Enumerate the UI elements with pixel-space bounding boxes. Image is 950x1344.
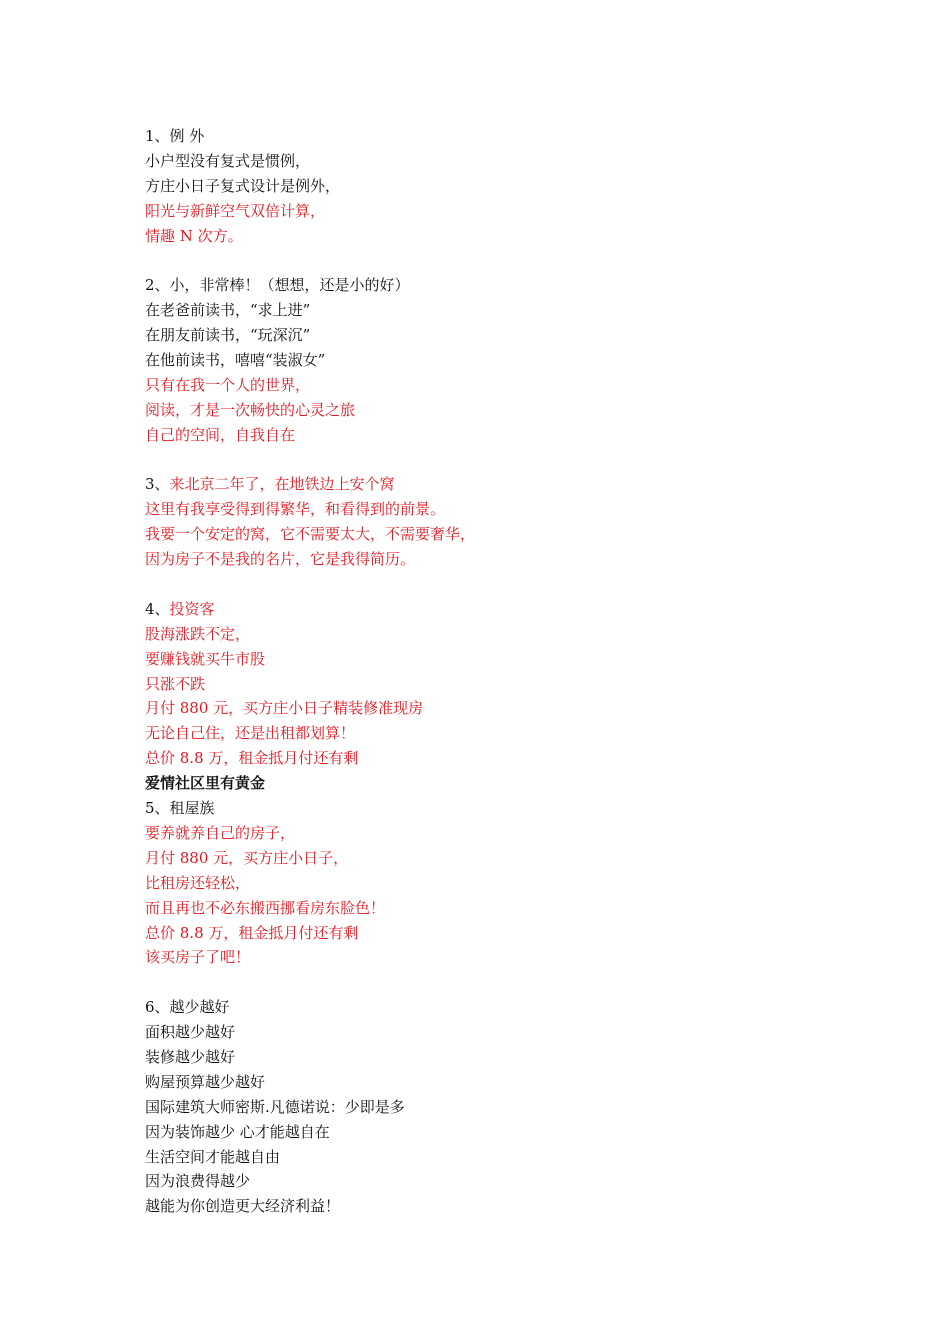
section-5-heading: 5、租屋族 (145, 799, 215, 818)
section-2 (145, 273, 845, 447)
text-line-highlight: 该买房子了吧！ (145, 948, 251, 967)
text-line-highlight: 这里有我享受得到得繁华，和看得到的前景。 (145, 500, 446, 519)
document-body (145, 124, 845, 1219)
section-number: 4、 (145, 599, 170, 618)
section-3 (145, 472, 845, 572)
text-line-highlight: 阅读，才是一次畅快的心灵之旅 (145, 400, 356, 419)
section-4 (145, 597, 845, 970)
section-6-heading: 6、越少越好 (145, 998, 230, 1017)
text-line-highlight: 总价 8.8 万，租金抵月付还有剩 (145, 749, 359, 768)
text-line: 国际建筑大师密斯.凡德诺说：少即是多 (145, 1097, 405, 1116)
text-line: 装修越少越好 (145, 1047, 236, 1066)
spacer (145, 248, 845, 273)
section-3-heading (145, 472, 845, 497)
text-line-highlight: 因为房子不是我的名片，它是我得简历。 (145, 550, 416, 569)
text-line: 越能为你创造更大经济利益！ (145, 1197, 341, 1216)
text-line: 面积越少越好 (145, 1023, 236, 1042)
text-line-highlight: 我要一个安定的窝，它不需要太大，不需要奢华， (145, 525, 476, 544)
section-number: 3、 (145, 475, 170, 494)
section-title: 投资客 (169, 599, 215, 618)
spacer (145, 572, 845, 597)
bold-slogan: 爱情社区里有黄金 (145, 774, 266, 793)
text-line-highlight: 只涨不跌 (145, 674, 206, 693)
text-line: 在老爸前读书，“求上进” (145, 301, 311, 320)
section-1 (145, 124, 845, 248)
text-line-highlight: 比租房还轻松， (145, 873, 251, 892)
section-6 (145, 995, 845, 1219)
text-line-highlight: 总价 8.8 万，租金抵月付还有剩 (145, 923, 359, 942)
text-line: 因为装饰越少 心才能越自在 (145, 1122, 330, 1141)
text-line-highlight: 只有在我一个人的世界， (145, 375, 311, 394)
text-line: 小户型没有复式是惯例， (145, 151, 311, 170)
text-line-highlight: 阳光与新鲜空气双倍计算， (145, 201, 326, 220)
text-line: 生活空间才能越自由 (145, 1147, 281, 1166)
text-line-highlight: 月付 880 元，买方庄小日子精装修准现房 (145, 699, 424, 718)
text-line-highlight: 月付 880 元，买方庄小日子， (145, 848, 349, 867)
text-line-highlight: 而且再也不必东搬西挪看房东脸色！ (145, 898, 386, 917)
text-line: 方庄小日子复式设计是例外， (145, 176, 341, 195)
text-line-highlight: 无论自己住，还是出租都划算！ (145, 724, 356, 743)
text-line: 因为浪费得越少 (145, 1172, 251, 1191)
spacer (145, 448, 845, 473)
text-line: 在他前读书，嘻嘻“装淑女” (145, 351, 326, 370)
text-line-highlight: 要赚钱就买牛市股 (145, 649, 266, 668)
section-4-heading (145, 597, 845, 622)
text-line: 购屋预算越少越好 (145, 1072, 266, 1091)
text-line-highlight: 要养就养自己的房子， (145, 823, 296, 842)
section-title: 来北京二年了，在地铁边上安个窝 (169, 475, 395, 494)
section-1-heading: 1、例 外 (145, 127, 205, 145)
spacer (145, 970, 845, 995)
text-line-highlight: 情趣 N 次方。 (145, 226, 243, 245)
section-2-heading: 2、小，非常棒！（想想，还是小的好） (145, 276, 410, 295)
text-line-highlight: 自己的空间，自我自在 (145, 425, 296, 444)
text-line-highlight: 股海涨跌不定， (145, 624, 251, 643)
text-line: 在朋友前读书，“玩深沉” (145, 326, 311, 345)
